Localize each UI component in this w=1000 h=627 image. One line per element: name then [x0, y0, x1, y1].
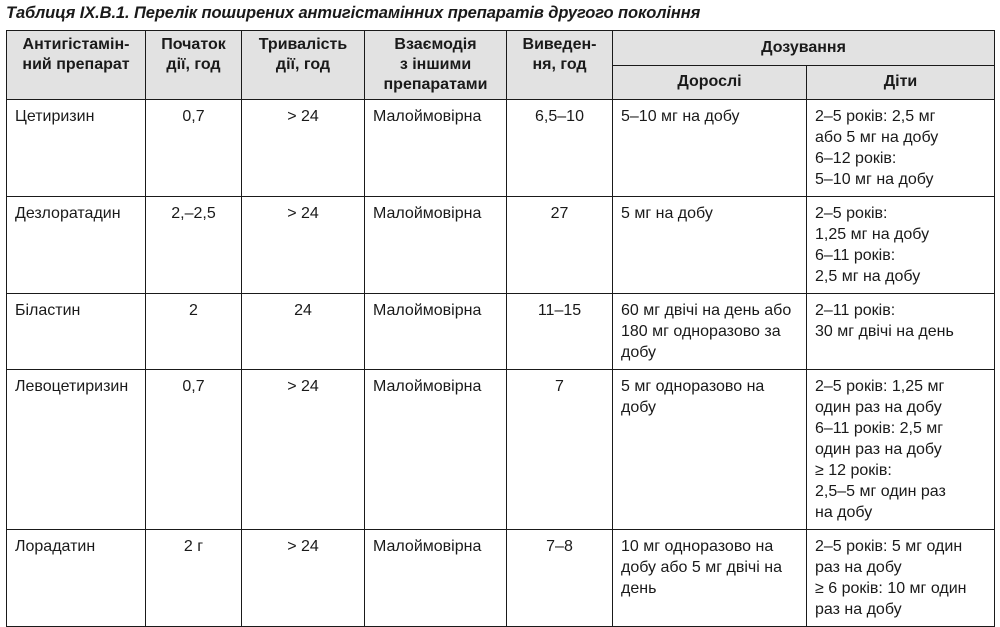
cell-onset: 2,–2,5 — [146, 197, 242, 294]
cell-adults: 10 мг одноразово на добу або 5 мг двічі на день — [613, 530, 807, 627]
cell-elimination: 6,5–10 — [507, 100, 613, 197]
cell-elimination: 7–8 — [507, 530, 613, 627]
header-interaction: Взаємодія з іншими препаратами — [365, 31, 507, 100]
cell-interaction: Малоймовірна — [365, 530, 507, 627]
cell-duration: > 24 — [242, 100, 365, 197]
cell-children: 2–5 років: 1,25 мг на добу 6–11 років: 2,5 мг на добу — [807, 197, 995, 294]
cell-adults: 5–10 мг на добу — [613, 100, 807, 197]
header-drug: Антигістамін- ний препарат — [7, 31, 146, 100]
table-row — [7, 530, 995, 627]
cell-drug: Левоцетиризин — [7, 370, 146, 530]
header-onset: Початок дії, год — [146, 31, 242, 100]
header-dosage: Дозування — [613, 31, 995, 66]
header-elimination: Виведен- ня, год — [507, 31, 613, 100]
cell-elimination: 11–15 — [507, 294, 613, 370]
cell-interaction: Малоймовірна — [365, 370, 507, 530]
cell-interaction: Малоймовірна — [365, 100, 507, 197]
table-caption: Таблиця IX.B.1. Перелік поширених антигістамінних препаратів другого покоління — [6, 4, 701, 22]
table-row — [7, 294, 995, 370]
table-row — [7, 197, 995, 294]
cell-children: 2–5 років: 2,5 мг або 5 мг на добу 6–12 років: 5–10 мг на добу — [807, 100, 995, 197]
cell-onset: 0,7 — [146, 100, 242, 197]
cell-drug: Цетиризин — [7, 100, 146, 197]
table-row — [7, 370, 995, 530]
cell-interaction: Малоймовірна — [365, 197, 507, 294]
cell-onset: 2 г — [146, 530, 242, 627]
cell-children: 2–5 років: 5 мг один раз на добу ≥ 6 років: 10 мг один раз на добу — [807, 530, 995, 627]
cell-elimination: 27 — [507, 197, 613, 294]
cell-duration: 24 — [242, 294, 365, 370]
table-row — [7, 100, 995, 197]
cell-onset: 0,7 — [146, 370, 242, 530]
cell-drug: Біластин — [7, 294, 146, 370]
cell-interaction: Малоймовірна — [365, 294, 507, 370]
cell-elimination: 7 — [507, 370, 613, 530]
cell-duration: > 24 — [242, 197, 365, 294]
header-duration: Тривалість дії, год — [242, 31, 365, 100]
cell-children: 2–5 років: 1,25 мг один раз на добу 6–11 років: 2,5 мг один раз на добу ≥ 12 років: 2,5–5 мг один раз на добу — [807, 370, 995, 530]
header-row — [7, 31, 995, 66]
header-children: Діти — [807, 65, 995, 100]
cell-onset: 2 — [146, 294, 242, 370]
antihistamines-table — [6, 30, 995, 627]
cell-drug: Лорадатин — [7, 530, 146, 627]
cell-duration: > 24 — [242, 530, 365, 627]
cell-duration: > 24 — [242, 370, 365, 530]
cell-children: 2–11 років: 30 мг двічі на день — [807, 294, 995, 370]
cell-adults: 5 мг одноразово на добу — [613, 370, 807, 530]
cell-adults: 5 мг на добу — [613, 197, 807, 294]
cell-adults: 60 мг двічі на день або 180 мг одноразово за добу — [613, 294, 807, 370]
cell-drug: Дезлоратадин — [7, 197, 146, 294]
header-adults: Дорослі — [613, 65, 807, 100]
